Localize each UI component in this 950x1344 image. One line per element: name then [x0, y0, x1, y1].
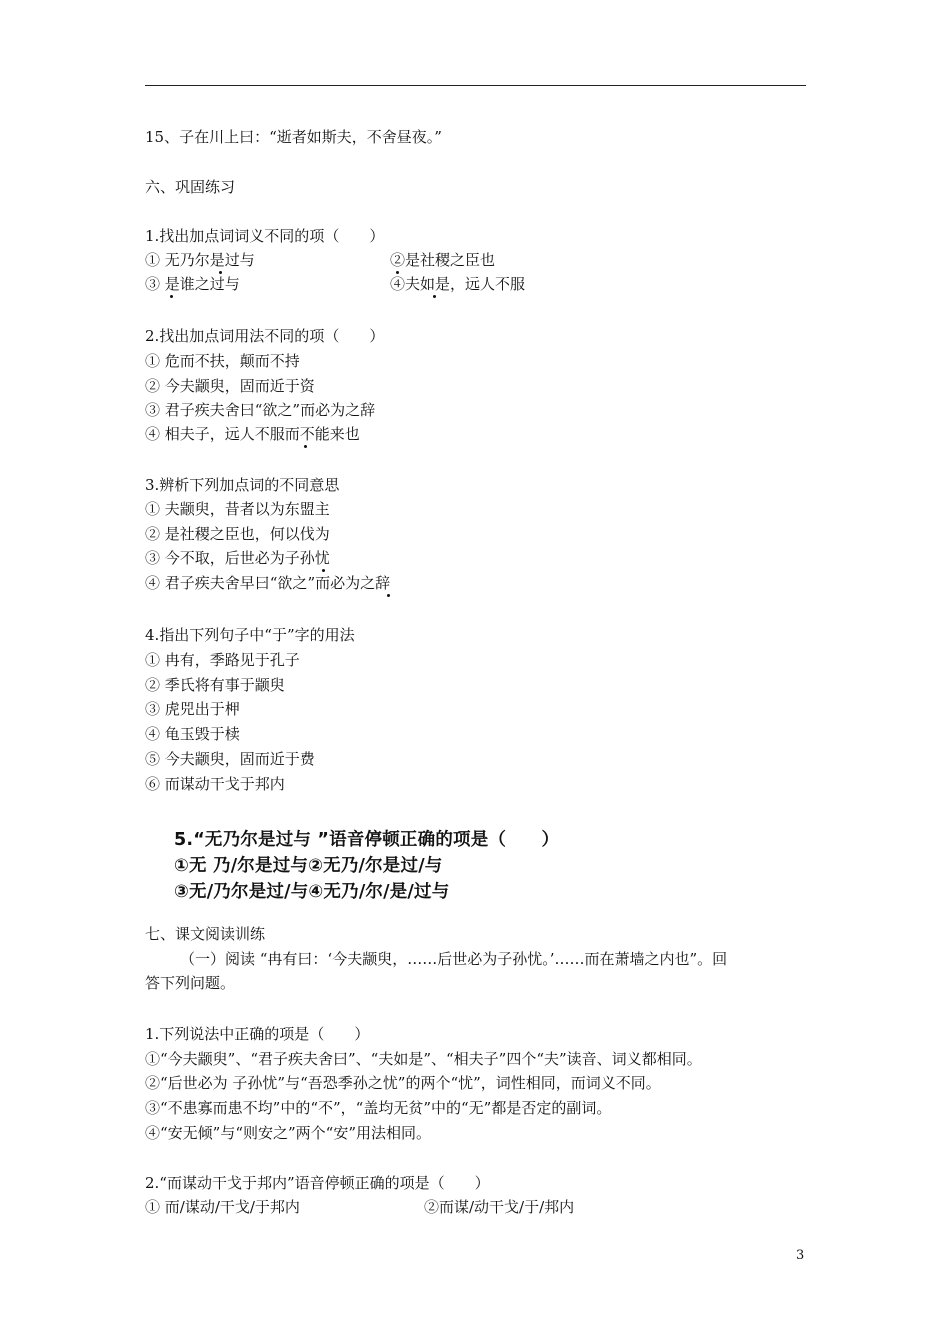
q5-options-cd: ③无/乃尔是过/与④无乃/尔/是/过与 — [174, 882, 450, 902]
emphasis-dot — [387, 594, 390, 597]
q1-option-d: ④夫如是，远人不服 — [390, 275, 526, 293]
question-3: 3.辨析下列加点词的不同意思 — [145, 476, 340, 494]
emphasis-dot — [304, 445, 307, 448]
emphasis-dot — [322, 569, 325, 572]
q3-option-d: ④ 君子疾夫舍早曰“欲之”而必为之辞 — [145, 574, 391, 592]
reading-question-2: 2.“而谋动干戈于邦内”语音停顿正确的项是（ ） — [145, 1174, 490, 1192]
q1-option-b: ②是社稷之臣也 — [390, 251, 496, 269]
q2-option-a: ① 危而不扶，颠而不持 — [145, 352, 300, 370]
rq1-option-1: ①“今夫颛臾”、“君子疾夫舍曰”、“夫如是”、“相夫子”四个“夫”读音、词义都相同。 — [145, 1050, 702, 1068]
reading-question-1: 1.下列说法中正确的项是（ ） — [145, 1025, 370, 1043]
q2-option-b: ② 今夫颛臾，固而近于资 — [145, 377, 315, 395]
q4-option-3: ③ 虎兕出于柙 — [145, 700, 240, 718]
rq1-option-4: ④“安无倾”与“则安之”两个“安”用法相同。 — [145, 1124, 432, 1142]
q4-option-6: ⑥ 而谋动干戈于邦内 — [145, 775, 285, 793]
q2-option-d: ④ 相夫子，远人不服而不能来也 — [145, 425, 360, 443]
q4-option-4: ④ 龟玉毁于椟 — [145, 725, 240, 743]
q4-option-2: ② 季氏将有事于颛臾 — [145, 676, 285, 694]
rq1-option-2: ②“后世必为 子孙忧”与“吾恐季孙之忧”的两个“忧”，词性相同，而词义不同。 — [145, 1074, 661, 1092]
reading-intro-line-1: （一）阅读 “冉有曰：‘今夫颛臾，……后世必为子孙忧。’……而在萧墙之内也”。回 — [180, 950, 728, 968]
emphasis-dot — [219, 271, 222, 274]
header-rule — [145, 85, 806, 86]
question-2: 2.找出加点词用法不同的项（ ） — [145, 327, 385, 345]
q3-option-a: ① 夫颛臾，昔者以为东盟主 — [145, 500, 330, 518]
q4-option-1: ① 冉有，季路见于孔子 — [145, 651, 300, 669]
rq1-option-3: ③“不患寡而患不均”中的“不”，“盖均无贫”中的“无”都是否定的副词。 — [145, 1099, 612, 1117]
section-heading-7: 七、课文阅读训练 — [145, 925, 266, 943]
rq2-option-2: ②而谋/动干戈/于/邦内 — [424, 1198, 575, 1216]
q2-option-c: ③ 君子疾夫舍曰“欲之”而必为之辞 — [145, 401, 376, 419]
page-number: 3 — [796, 1248, 805, 1263]
emphasis-dot — [396, 271, 399, 274]
question-1: 1.找出加点词词义不同的项（ ） — [145, 227, 385, 245]
question-4: 4.指出下列句子中“于”字的用法 — [145, 626, 355, 644]
reading-intro-line-2: 答下列问题。 — [145, 974, 236, 992]
q1-option-a: ① 无乃尔是过与 — [145, 251, 255, 269]
q1-option-c: ③ 是谁之过与 — [145, 275, 240, 293]
q3-option-c: ③ 今不取，后世必为子孙忧 — [145, 549, 330, 567]
section-heading-6: 六、巩固练习 — [145, 178, 236, 196]
question-5: 5.“无乃尔是过与 ”语音停顿正确的项是（ ） — [174, 830, 560, 850]
emphasis-dot — [170, 295, 173, 298]
rq2-option-1: ① 而/谋动/干戈/于邦内 — [145, 1198, 300, 1216]
passage-line-15: 15、子在川上曰：“逝者如斯夫，不舍昼夜。” — [145, 128, 442, 146]
q4-option-5: ⑤ 今夫颛臾，固而近于费 — [145, 750, 315, 768]
q5-options-ab: ①无 乃/尔是过与②无乃/尔是过/与 — [174, 856, 443, 876]
q3-option-b: ② 是社稷之臣也，何以伐为 — [145, 525, 330, 543]
emphasis-dot — [433, 295, 436, 298]
